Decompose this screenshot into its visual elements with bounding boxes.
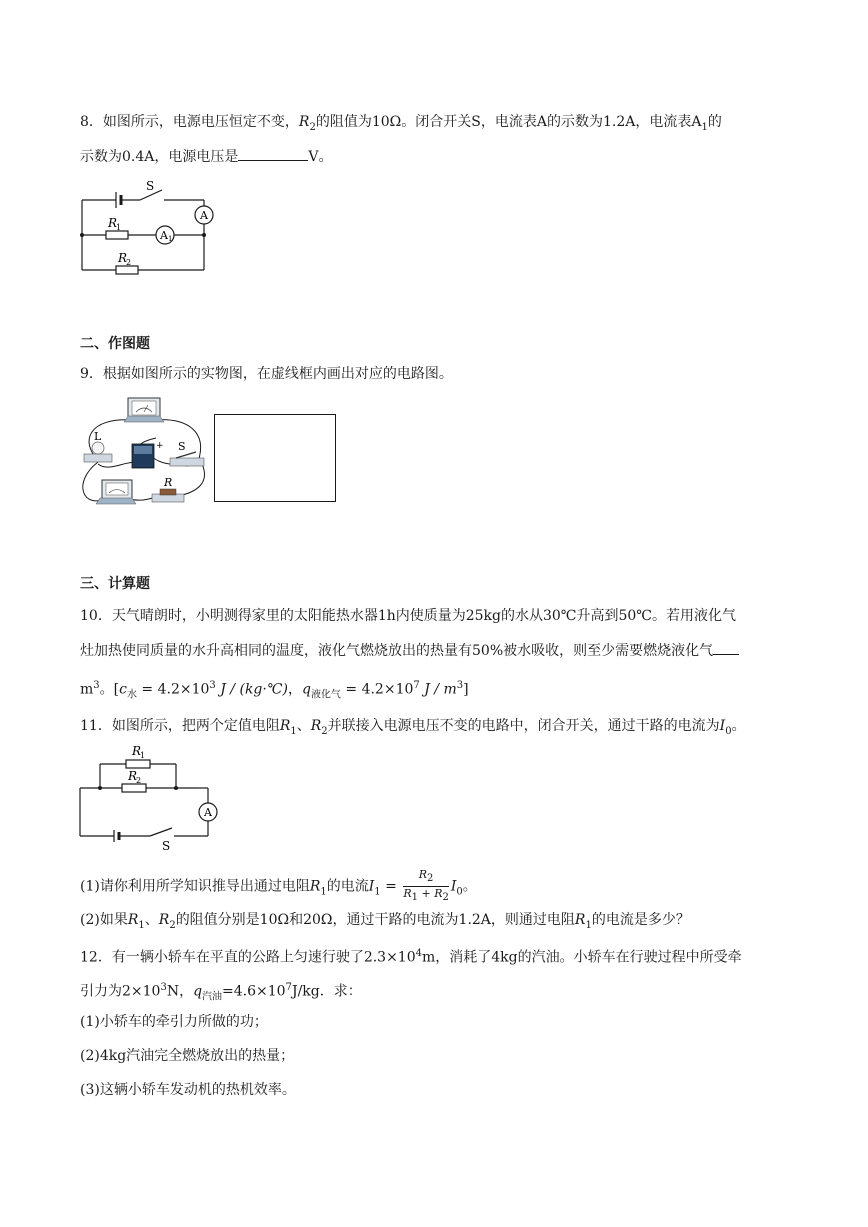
c-exp: 3 — [209, 680, 216, 691]
c-symbol: c — [119, 681, 127, 698]
q10-text: m — [80, 681, 94, 698]
q-symbol: q — [301, 681, 311, 698]
frac-num: R — [418, 868, 428, 881]
q8-text: 的阻值为10Ω。闭合开关S，电流表A的示数为1.2A，电流表A — [315, 114, 702, 130]
q-unit-exp: 3 — [456, 680, 464, 691]
switch-label: S — [178, 440, 186, 453]
frac-den-sub2: 2 — [442, 892, 449, 904]
q8-text: V。 — [308, 149, 333, 165]
q-sub: 液化气 — [310, 689, 341, 701]
q9-physical-circuit — [78, 392, 212, 514]
i0-sub: 0 — [456, 886, 463, 898]
r1-sub: 1 — [320, 886, 327, 898]
i1-sub: 1 — [374, 886, 381, 898]
bracket: ] — [463, 681, 469, 698]
q12-text: m，消耗了4kg的汽油。小轿车在行驶过程中所受牵 — [422, 949, 742, 966]
answer-box[interactable] — [214, 414, 336, 502]
q11-part1 — [80, 868, 477, 905]
section-title-calc: 三、计算题 — [80, 576, 150, 592]
q12-line1 — [80, 944, 742, 968]
q11-line1 — [80, 716, 746, 742]
r1-symbol: R — [127, 912, 139, 928]
q11-text: 。 — [462, 878, 477, 895]
ammeter-a1-label: A — [160, 229, 168, 242]
q12-text: 引力为2×10 — [80, 983, 161, 1000]
i0-sub: 0 — [725, 725, 732, 737]
i0-symbol: I — [719, 718, 726, 734]
q12-text: =4.6×10 — [222, 983, 286, 1000]
equals: = — [380, 878, 402, 895]
q10-text: 。[ — [99, 681, 120, 698]
q8-line2 — [80, 146, 333, 167]
ammeter-a1-sub: 1 — [168, 235, 173, 243]
i0-symbol: I — [450, 878, 457, 895]
r1-label: R — [108, 216, 118, 230]
q10-line3 — [80, 676, 469, 705]
frac-num-sub: 2 — [427, 873, 434, 885]
q10-line2 — [80, 640, 739, 661]
q12-text: N， — [166, 983, 194, 1000]
q11-text: 并联接入电源电压不变的电路中，闭合开关，通过干路的电流为 — [327, 718, 720, 734]
q8-text: 示数为0.4A，电源电压是 — [80, 149, 239, 165]
resistor-label: R — [164, 476, 173, 489]
q11-text: 的阻值分别是10Ω和20Ω，通过干路的电流为1.2A，则通过电阻 — [175, 912, 575, 928]
q-sub: 汽油 — [202, 991, 223, 1003]
r1-sub: 1 — [116, 223, 122, 232]
r2-symbol: R — [298, 114, 310, 130]
frac-den: R — [403, 887, 412, 901]
switch-label: S — [146, 179, 155, 193]
r2-label: R — [118, 251, 128, 265]
q-value: = 4.2×10 — [340, 681, 414, 698]
q10-sup: 3 — [93, 680, 100, 691]
plus: + — [417, 887, 435, 901]
q10-text: 灶加热使同质量的水升高相同的温度，液化气燃烧放出的热量有50%被水吸收，则至少需要燃烧液化气 — [80, 643, 714, 659]
r2-sub: 2 — [309, 121, 316, 133]
frac-den-sub1: 1 — [411, 892, 418, 904]
ammeter-label: A — [204, 806, 212, 819]
separator: ， — [287, 681, 302, 698]
q-symbol: q — [193, 983, 203, 1000]
q11-part2 — [80, 910, 690, 936]
r2-sub: 2 — [136, 776, 142, 785]
q12-part3: (3)这辆小轿车发动机的热机效率。 — [80, 1082, 296, 1098]
r2-sub: 2 — [126, 258, 132, 267]
r1-sub: 1 — [140, 751, 146, 760]
r2-sub: 2 — [169, 919, 176, 931]
q12-text: J/kg．求： — [291, 983, 362, 1000]
c-value: = 4.2×10 — [136, 681, 210, 698]
r2-label: R — [128, 769, 138, 783]
r2-symbol: R — [158, 912, 170, 928]
q12-part1: (1)小轿车的牵引力所做的功； — [80, 1014, 268, 1030]
q11-circuit-diagram — [78, 742, 238, 852]
q8-text: 8．如图所示，电源电压恒定不变， — [80, 114, 299, 130]
lamp-label: L — [94, 430, 102, 443]
q12-line2 — [80, 978, 362, 1007]
c-unit: J / (kg·℃) — [215, 681, 288, 698]
a1-sub: 1 — [701, 121, 708, 133]
q11-text: (2)如果 — [80, 912, 128, 928]
r1-sub: 1 — [585, 919, 592, 931]
r1-label: R — [132, 744, 142, 758]
r1-sub: 1 — [290, 725, 297, 737]
switch-label: S — [162, 839, 171, 852]
section-title-drawing: 二、作图题 — [80, 336, 150, 352]
q11-text: 。 — [731, 718, 746, 734]
ammeter-a-label: A — [200, 209, 208, 222]
answer-blank[interactable] — [713, 640, 739, 655]
q12-text: 12．有一辆小轿车在平直的公路上匀速行驶了2.3×10 — [80, 949, 416, 966]
q8-line1 — [80, 112, 722, 138]
r2-sub: 2 — [321, 725, 328, 737]
i1-symbol: I — [368, 878, 375, 895]
svg-text:+: + — [156, 441, 164, 451]
q12-exp: 4 — [415, 948, 422, 959]
r2-symbol: R — [310, 718, 322, 734]
q11-text: (1)请你利用所学知识推导出通过电阻 — [80, 878, 310, 895]
fraction — [403, 868, 449, 905]
frac-den: R — [434, 887, 443, 901]
q12-exp: 3 — [160, 982, 167, 993]
r1-symbol: R — [309, 878, 321, 895]
q12-exp: 7 — [285, 982, 292, 993]
q-exp: 7 — [413, 680, 420, 691]
r1-symbol: R — [574, 912, 586, 928]
q11-text: 的电流是多少？ — [591, 912, 690, 928]
c-sub: 水 — [126, 689, 137, 701]
q11-text: 、 — [144, 912, 159, 928]
q8-text: 的 — [707, 114, 722, 130]
answer-blank[interactable] — [238, 146, 308, 161]
q9-text: 9．根据如图所示的实物图，在虚线框内画出对应的电路图。 — [80, 366, 453, 382]
q12-part2: (2)4kg汽油完全燃烧放出的热量； — [80, 1048, 295, 1064]
r1-sub: 1 — [138, 919, 145, 931]
q-unit: J / m — [419, 681, 457, 698]
q11-text: 11．如图所示，把两个定值电阻 — [80, 718, 280, 734]
q8-circuit-diagram — [78, 178, 228, 278]
q11-text: 的电流 — [326, 878, 369, 895]
q11-text: 、 — [296, 718, 311, 734]
r1-symbol: R — [279, 718, 291, 734]
q10-line1: 10．天气晴朗时，小明测得家里的太阳能热水器1h内使质量为25kg的水从30℃升高到50℃。若用液化气 — [80, 608, 736, 624]
